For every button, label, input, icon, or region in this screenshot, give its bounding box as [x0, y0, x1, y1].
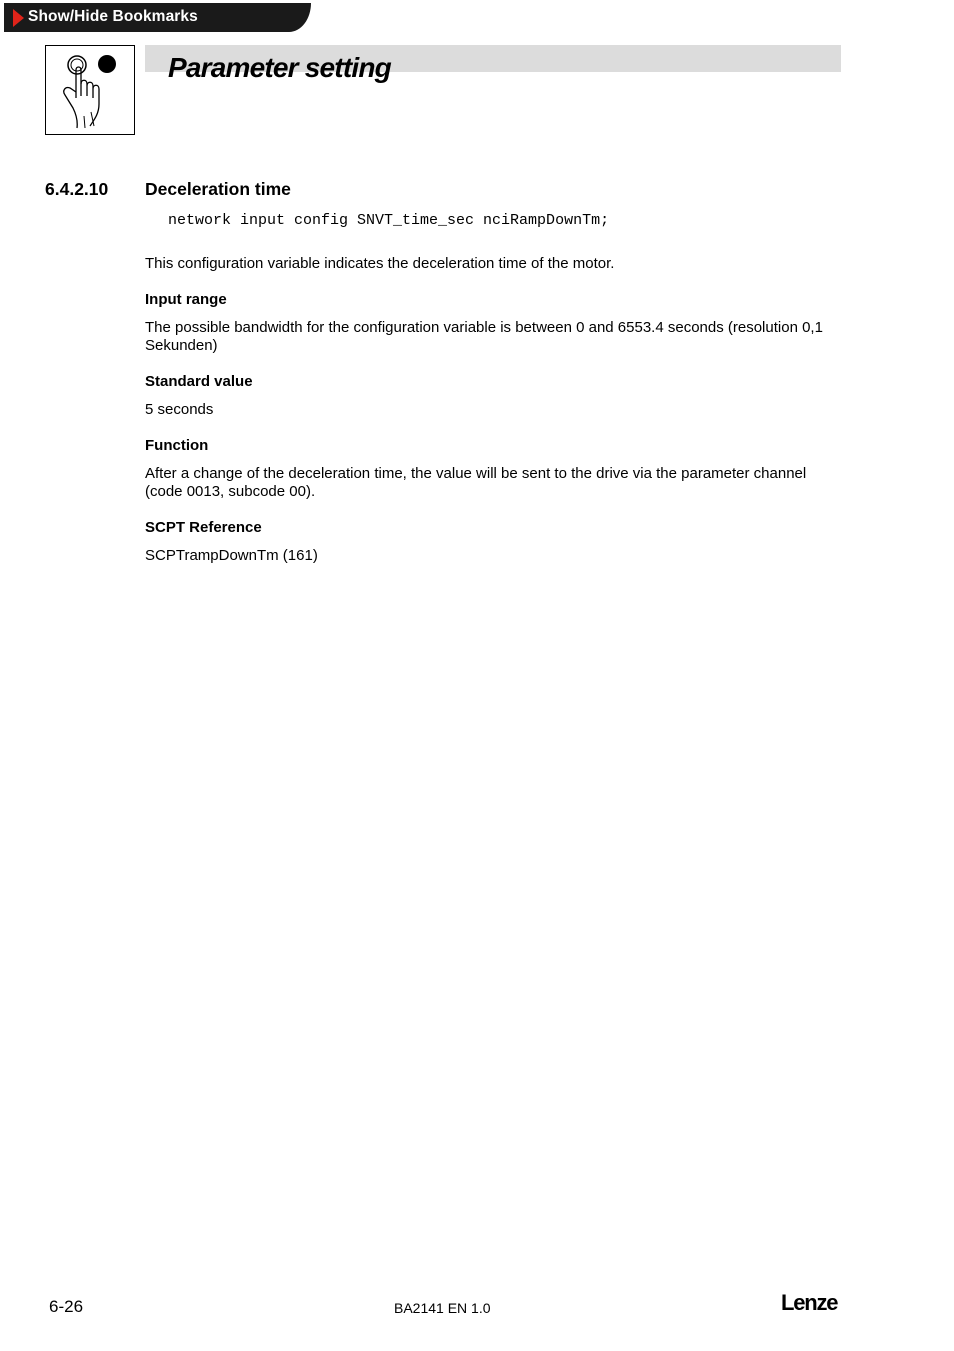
section-content	[145, 255, 845, 583]
section-title: Deceleration time	[145, 179, 291, 199]
scpt-reference-text: SCPTrampDownTm (161)	[145, 547, 318, 564]
bookmarks-label: Show/Hide Bookmarks	[28, 8, 198, 25]
hand-pressing-keys-icon	[45, 45, 135, 135]
section-number: 6.4.2.10	[45, 179, 109, 199]
show-hide-bookmarks-button[interactable]	[4, 3, 311, 32]
function-heading: Function	[145, 437, 209, 454]
function-text: After a change of the deceleration time, the value will be sent to the drive via the parameter channel (code 0013, subcode 00).	[145, 465, 807, 500]
document-id: BA2141 EN 1.0	[394, 1300, 491, 1316]
arrow-right-icon	[13, 9, 24, 27]
standard-value-text: 5 seconds	[145, 401, 214, 418]
scpt-reference-heading: SCPT Reference	[145, 519, 262, 536]
code-declaration: network input config SNVT_time_sec nciRampDownTm;	[168, 212, 610, 229]
page-number: 6-26	[49, 1297, 84, 1316]
input-range-heading: Input range	[145, 291, 227, 308]
input-range-text: The possible bandwidth for the configuration variable is between 0 and 6553.4 seconds (resolution 0,1 Sekunden)	[145, 319, 823, 354]
intro-text: This configuration variable indicates the deceleration time of the motor.	[145, 255, 615, 272]
standard-value-heading: Standard value	[145, 373, 253, 390]
page-title: Parameter setting	[168, 52, 391, 83]
lenze-logo: Lenze	[781, 1290, 838, 1315]
